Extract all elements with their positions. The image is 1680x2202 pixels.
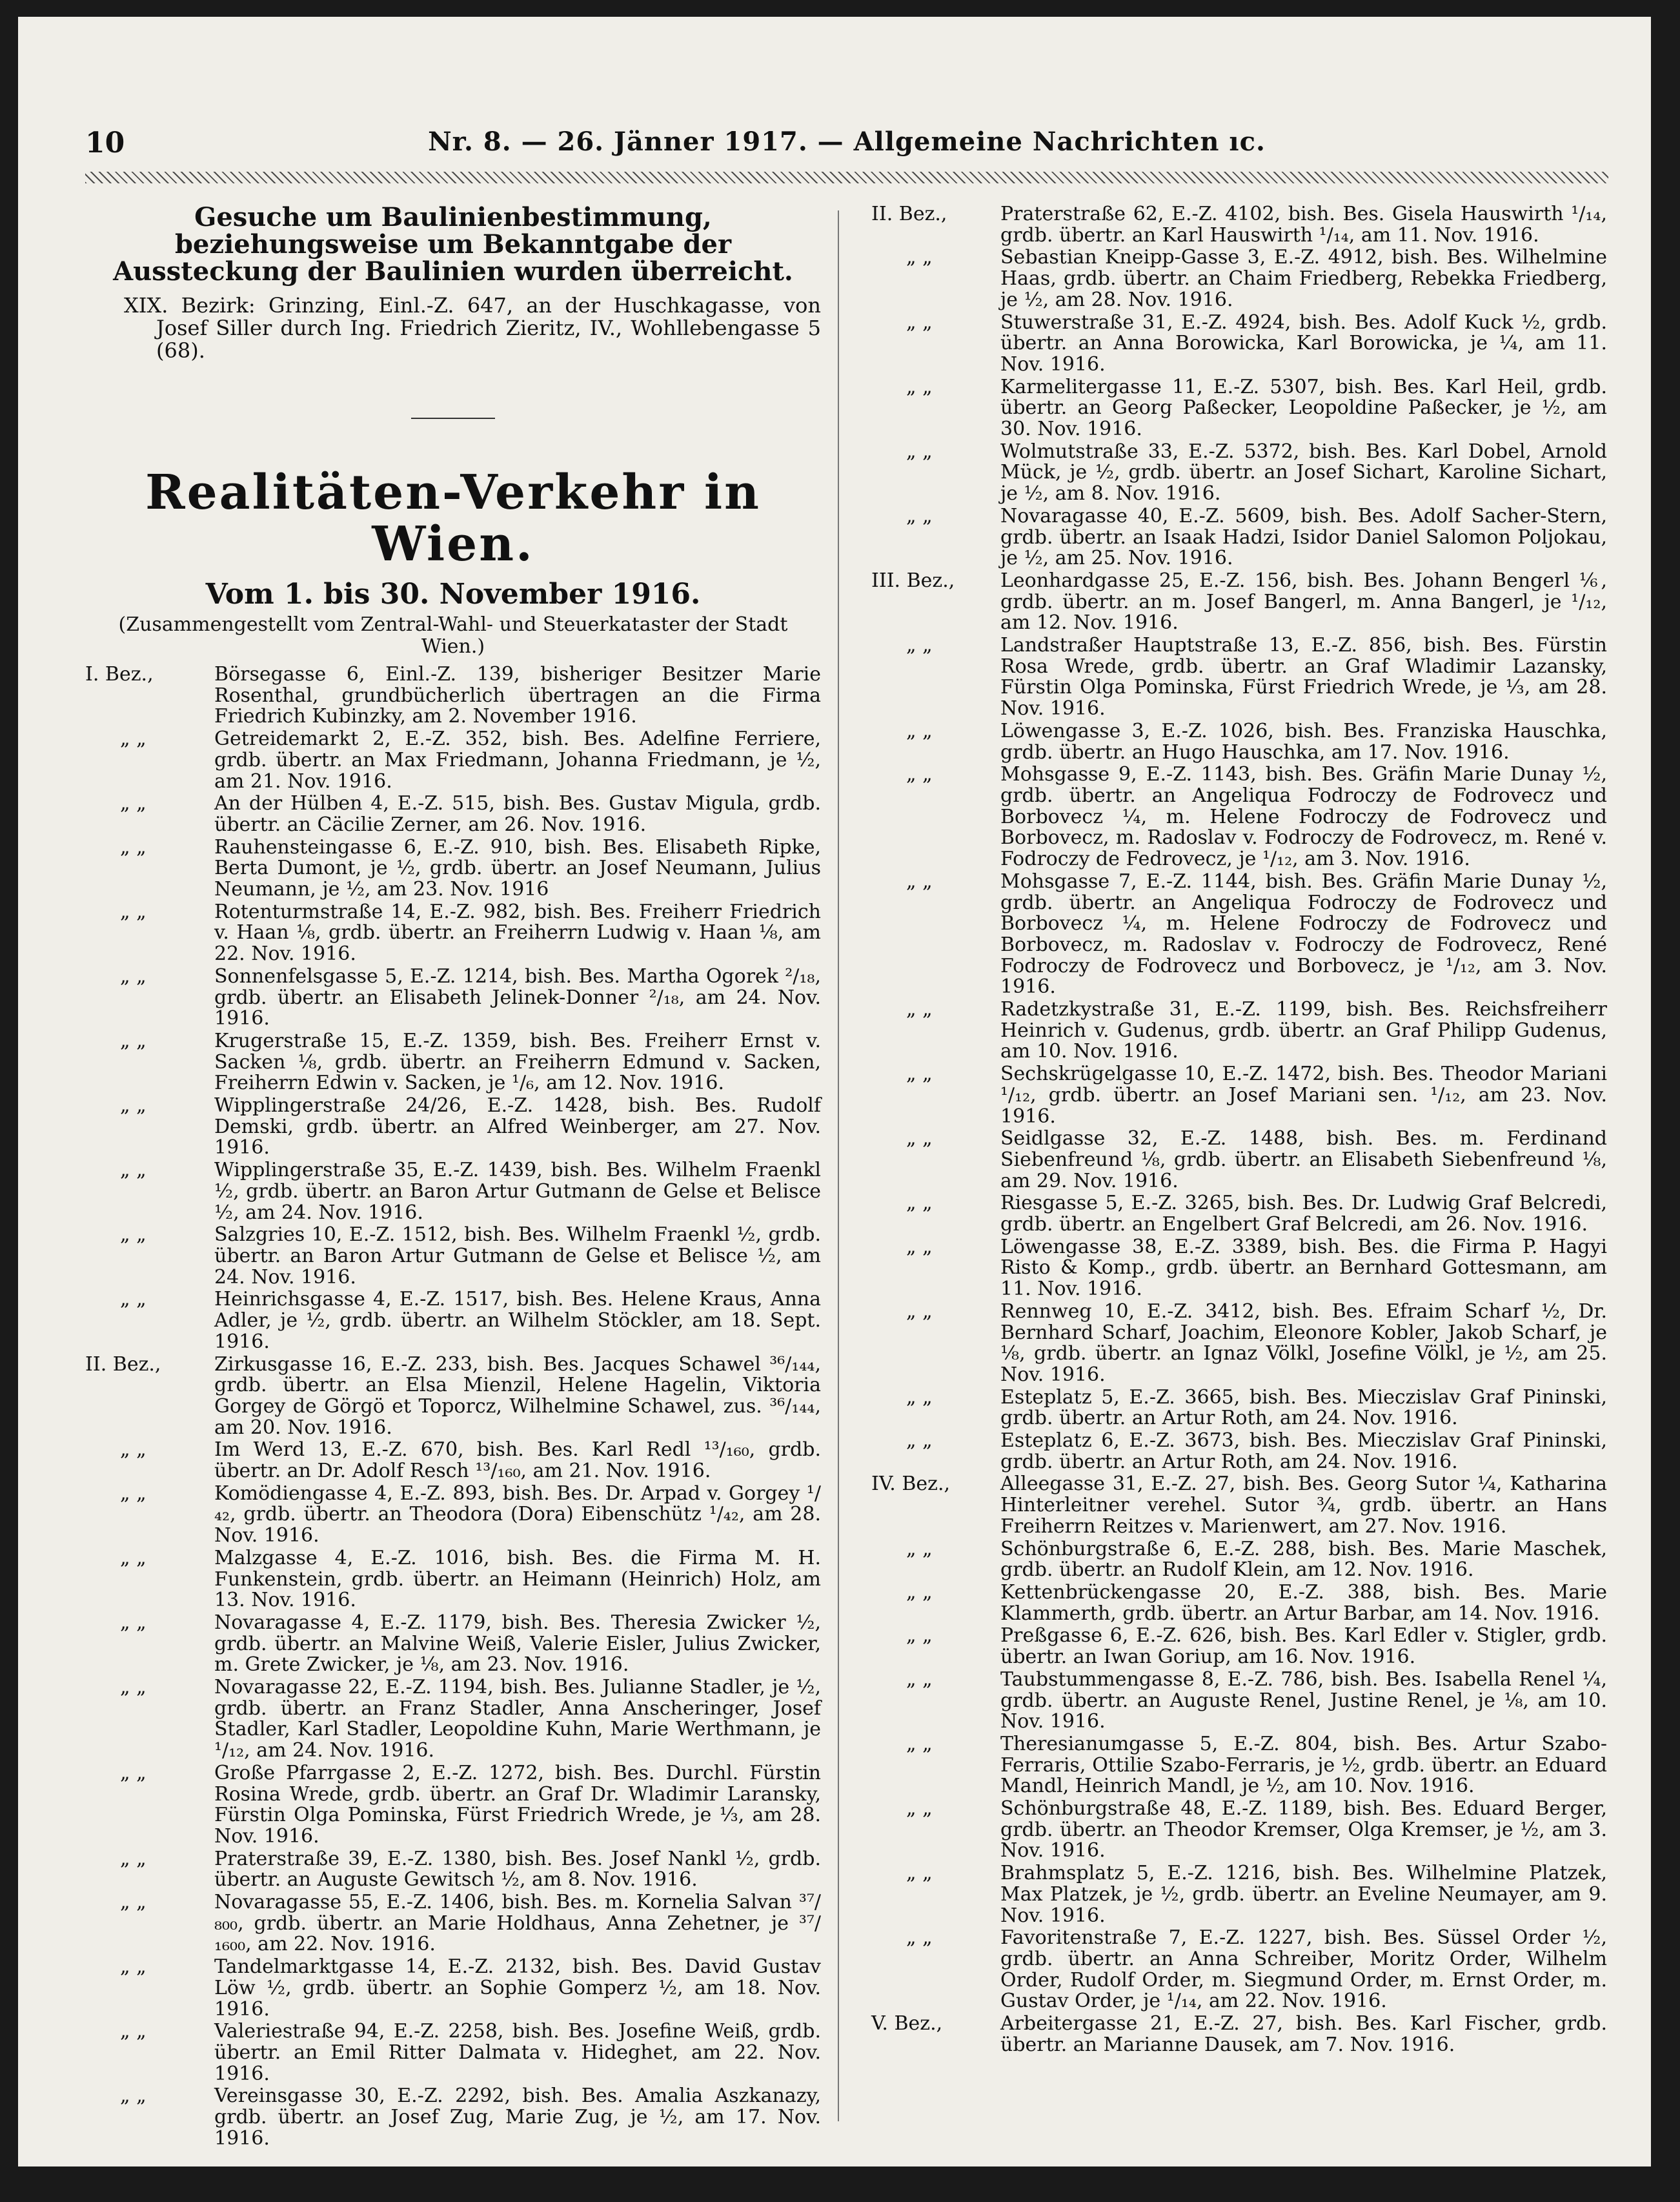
entry-district: „ „ (120, 1761, 147, 1784)
entry (85, 1677, 821, 1762)
entry-district: „ „ (120, 964, 147, 988)
entry-text: Karmelitergasse 11, E.-Z. 5307, bish. Bes. Karl Heil, grdb. übertr. an Georg Paßecker, Leopoldine Paßecker, je ½, am 30. Nov. 1916. (1000, 375, 1607, 441)
entry-text: Wolmutstraße 33, E.-Z. 5372, bish. Bes. Karl Dobel, Arnold Mück, je ½, grdb. übertr. an Josef Sichart, Karoline Sichart, je ½, am 8. Nov. 1916. (1000, 440, 1607, 505)
entry-text: Taubstummengasse 8, E.-Z. 786, bish. Bes. Isabella Renel ¼, grdb. übertr. an Auguste Renel, Justine Renel, je ⅛, am 10. Nov. 1916. (1000, 1667, 1607, 1733)
entry-text: Praterstraße 62, E.-Z. 4102, bish. Bes. Gisela Hauswirth ¹/₁₄, grdb. übertr. an Karl Hauswirth ¹/₁₄, am 11. Nov. 1916. (1000, 203, 1607, 247)
entry-text: Esteplatz 5, E.-Z. 3665, bish. Bes. Mieczislav Graf Pininski, grdb. übertr. an Artur Roth, am 24. Nov. 1916. (1000, 1385, 1607, 1430)
entry-text: Rotenturmstraße 14, E.-Z. 982, bish. Bes. Freiherr Friedrich v. Haan ⅛, grdb. übertr. an Freiherrn Ludwig v. Haan ⅛, am 22. Nov. 1916. (214, 900, 821, 966)
entry (85, 1225, 821, 1288)
entry-text: Brahmsplatz 5, E.-Z. 1216, bish. Bes. Wilhelmine Platzek, Max Platzek, je ½, grdb. übertr. an Eveline Neumayer, am 9. Nov. 1916. (1000, 1862, 1607, 1927)
entry-district: II. Bez., (85, 1352, 161, 1376)
entry-district: „ „ (906, 1385, 933, 1409)
entry-text: Stuwerstraße 31, E.-Z. 4924, bish. Bes. Adolf Kuck ½, grdb. übertr. an Anna Borowicka, Karl Borowicka, je ¼, am 11. Nov. 1916. (1000, 311, 1607, 376)
entry-text: Theresianumgasse 5, E.-Z. 804, bish. Bes. Artur Szabo-Ferraris, Ottilie Szabo-Ferraris, je ½, grdb. übertr. an Eduard Mandl, Heinrich Mandl, je ½, am 10. Nov. 1916. (1000, 1732, 1607, 1798)
entry-district: „ „ (906, 375, 933, 398)
section-note: (Zusammengestellt vom Zentral-Wahl- und Steuerkataster der Stadt Wien.) (118, 613, 788, 658)
entry-text: Favoritenstraße 7, E.-Z. 1227, bish. Bes. Süssel Order ½, grdb. übertr. an Anna Schreiber, Moritz Order, Wilhelm Order, Rudolf Order, m. Siegmund Order, m. Ernst Order, m. Gustav Order, je ¹/₁₄, am 22. Nov. 1916. (1000, 1926, 1607, 2013)
entry-district: „ „ (906, 998, 933, 1021)
entry-text: Löwengasse 3, E.-Z. 1026, bish. Bes. Franziska Hauschka, grdb. übertr. an Hugo Hauschka, am 17. Nov. 1916. (1000, 719, 1607, 764)
entry (871, 1474, 1607, 1537)
header-rule (85, 172, 1608, 183)
entry-district: „ „ (906, 1300, 933, 1323)
entry (85, 1849, 821, 1891)
entry-text: Landstraßer Hauptstraße 13, E.-Z. 856, bish. Bes. Fürstin Rosa Wrede, grdb. übertr. an Graf Wladimir Lazansky, Fürstin Olga Pominska, Fürst Friedrich Wrede, je ⅓, am 28. Nov. 1916. (1000, 634, 1607, 720)
entry (85, 1483, 821, 1547)
entry (871, 1237, 1607, 1300)
entry-district: „ „ (906, 1235, 933, 1258)
entry-text: Valeriestraße 94, E.-Z. 2258, bish. Bes. Josefine Weiß, grdb. übertr. an Emil Ritter Dalmata v. Hideghet, am 22. Nov. 1916. (214, 2020, 821, 2085)
entry (85, 1613, 821, 1676)
entry-district: „ „ (120, 2085, 147, 2108)
section-title: Realitäten-Verkehr in Wien. (145, 465, 761, 572)
entry-text: Heinrichsgasse 4, E.-Z. 1517, bish. Bes. Helene Kraus, Anna Adler, je ½, grdb. übertr. an Wilhelm Stöckler, am 18. Sept. 1916. (214, 1288, 821, 1353)
entries-right (871, 204, 1607, 2055)
entry (85, 1031, 821, 1094)
right-column (871, 204, 1607, 2057)
entry-district: „ „ (120, 1546, 147, 1569)
entry-district: II. Bez., (871, 203, 947, 225)
left-column (85, 204, 821, 2151)
entry (871, 1669, 1607, 1733)
entry-district: „ „ (906, 311, 933, 334)
entry-district: „ „ (906, 763, 933, 786)
entry-text: Radetzkystraße 31, E.-Z. 1199, bish. Bes. Reichsfreiherr Heinrich v. Gudenus, grdb. übertr. an Graf Philipp Gudenus, am 10. Nov. 1916. (1000, 998, 1607, 1063)
entry-text: Praterstraße 39, E.-Z. 1380, bish. Bes. Josef Nankl ½, grdb. übertr. an Auguste Gewitsch ½, am 8. Nov. 1916. (214, 1847, 821, 1891)
entry (85, 966, 821, 1030)
entry (871, 635, 1607, 720)
entry (85, 1548, 821, 1611)
entry (871, 1064, 1607, 1127)
entry-district: „ „ (906, 1192, 933, 1215)
entry-district: „ „ (906, 1537, 933, 1560)
entry-text: Wipplingerstraße 24/26, E.-Z. 1428, bish. Bes. Rudolf Demski, grdb. übertr. an Alfred Weinberger, am 27. Nov. 1916. (214, 1094, 821, 1159)
entry-text: Getreidemarkt 2, E.-Z. 352, bish. Bes. Adelfine Ferriere, grdb. übertr. an Max Friedmann, Johanna Friedmann, je ½, am 21. Nov. 1916. (214, 728, 821, 793)
entry (85, 902, 821, 965)
entry-district: „ „ (120, 1223, 147, 1247)
entry-text: Mohsgasse 7, E.-Z. 1144, bish. Bes. Gräfin Marie Dunay ½, grdb. übertr. an Angeliqua Fodroczy de Fodrovecz und Borbovecz ¼, m. Helene Fodroczy de Fodrovecz und Borbovecz, m. Radoslav v. Fodroczy de Fodrovecz, René Fodroczy de Fodrovecz und Borbovecz, je ¹/₁₂, am 3. Nov. 1916. (1000, 870, 1607, 999)
entry-district: „ „ (906, 1429, 933, 1453)
entry-text: Novaragasse 40, E.-Z. 5609, bish. Bes. Adolf Sacher-Stern, grdb. übertr. an Isaak Hadzi, Isidor Daniel Salomon Poljokau, je ½, am 25. Nov. 1916. (1000, 504, 1607, 570)
entry (871, 1387, 1607, 1429)
entry-district: „ „ (120, 1438, 147, 1462)
entry (871, 872, 1607, 998)
entry-text: Malzgasse 4, E.-Z. 1016, bish. Bes. die Firma M. H. Funkenstein, grdb. übertr. an Heimann (Heinrich) Holz, am 13. Nov. 1916. (214, 1546, 821, 1612)
entry (871, 204, 1607, 246)
entry (85, 837, 821, 901)
entry-text: Schönburgstraße 6, E.-Z. 288, bish. Bes. Marie Maschek, grdb. übertr. an Rudolf Klein, am 12. Nov. 1916. (1000, 1537, 1607, 1582)
entry (871, 1431, 1607, 1473)
entry-district: „ „ (906, 1624, 933, 1647)
entry (871, 1128, 1607, 1192)
entry-district: „ „ (120, 1288, 147, 1311)
entry-text: Große Pfarrgasse 2, E.-Z. 1272, bish. Bes. Durchl. Fürstin Rosina Wrede, grdb. übertr. an Graf Dr. Wladimir Laransky, Fürstin Olga Pominska, Fürst Friedrich Wrede, je ⅓, am 28. Nov. 1916. (214, 1761, 821, 1848)
entry (871, 312, 1607, 376)
entry-text: Arbeitergasse 21, E.-Z. 27, bish. Bes. Karl Fischer, grdb. übertr. an Marianne Dausek, am 7. Nov. 1916. (1000, 2012, 1607, 2056)
entry-district: „ „ (906, 1732, 933, 1755)
entry-district: „ „ (906, 719, 933, 742)
entry-district: „ „ (906, 1063, 933, 1086)
entry (85, 1892, 821, 1955)
running-head: Nr. 8. — 26. Jänner 1917. — Allgemeine Nachrichten ıc. (428, 127, 1266, 157)
entry (85, 1160, 821, 1223)
column-divider (838, 210, 839, 2121)
entry (85, 1957, 821, 2020)
entry-district: „ „ (906, 634, 933, 657)
page-number: 10 (85, 127, 125, 159)
entry (871, 377, 1607, 440)
newspaper-page (18, 17, 1651, 2166)
entry (871, 999, 1607, 1063)
entry (871, 1301, 1607, 1386)
entry-text: Vereinsgasse 30, E.-Z. 2292, bish. Bes. Amalia Aszkanazy, grdb. übertr. an Josef Zug, Marie Zug, je ½, am 17. Nov. 1916. (214, 2085, 821, 2150)
entry-district: „ „ (120, 1482, 147, 1505)
entry-district: „ „ (906, 1926, 933, 1950)
entry-district: „ „ (120, 1159, 147, 1182)
entry-district: „ „ (120, 728, 147, 751)
section-subtitle: Vom 1. bis 30. November 1916. (205, 578, 701, 611)
entry-text: Novaragasse 22, E.-Z. 1194, bish. Bes. Julianne Stadler, je ½, grdb. übertr. an Franz Stadler, Anna Anscheringer, Josef Stadler, Karl Stadler, Leopoldine Kuhn, Marie Werthmann, je ¹/₁₂, am 24. Nov. 1916. (214, 1676, 821, 1762)
entry (85, 2086, 821, 2149)
entry (871, 1626, 1607, 1667)
entry (85, 793, 821, 835)
entry-district: „ „ (906, 1862, 933, 1885)
entry-district: „ „ (120, 2020, 147, 2043)
entry-text: Mohsgasse 9, E.-Z. 1143, bish. Bes. Gräfin Marie Dunay ½, grdb. übertr. an Angeliqua Fodroczy de Fodrovecz und Borbovecz ¼, m. Helene Fodroczy de Fodrovecz und Borbovecz, m. Radoslav v. Fodroczy de Fodrovecz, m. René v. Fodroczy de Fedrovecz, je ¹/₁₂, am 3. Nov. 1916. (1000, 763, 1607, 871)
entry-text: Zirkusgasse 16, E.-Z. 233, bish. Bes. Jacques Schawel ³⁶/₁₄₄, grdb. übertr. an Elsa Mienzil, Helene Hagelin, Viktoria Gorgey de Görgö et Toporcz, Wilhelmine Schawel, zus. ³⁶/₁₄₄, am 20. Nov. 1916. (214, 1352, 821, 1439)
entry-text: Wipplingerstraße 35, E.-Z. 1439, bish. Bes. Wilhelm Fraenkl ½, grdb. übertr. an Baron Artur Gutmann de Gelse et Belisce ½, am 24. Nov. 1916. (214, 1159, 821, 1224)
entry (871, 764, 1607, 870)
entry-district: „ „ (120, 1847, 147, 1870)
entry-text: Börsegasse 6, Einl.-Z. 139, bisheriger Besitzer Marie Rosenthal, grundbücherlich übertragen an die Firma Friedrich Kubinzky, am 2. November 1916. (214, 663, 821, 728)
entry (871, 1539, 1607, 1581)
entry-text: Komödiengasse 4, E.-Z. 893, bish. Bes. Dr. Arpad v. Gorgey ¹/₄₂, grdb. übertr. an Theodora (Dora) Eibenschütz ¹/₄₂, am 28. Nov. 1916. (214, 1482, 821, 1547)
entry (85, 1289, 821, 1352)
entry-district: IV. Bez., (871, 1473, 951, 1496)
entry-text: Rauhensteingasse 6, E.-Z. 910, bish. Bes. Elisabeth Ripke, Berta Dumont, je ½, grdb. übertr. an Josef Neumann, Julius Neumann, je ½, am 23. Nov. 1916 (214, 835, 821, 901)
entry-text: Schönburgstraße 48, E.-Z. 1189, bish. Bes. Eduard Berger, grdb. übertr. an Theodor Kremser, Olga Kremser, je ½, am 3. Nov. 1916. (1000, 1797, 1607, 1862)
entry-text: An der Hülben 4, E.-Z. 515, bish. Bes. Gustav Migula, grdb. übertr. an Cäcilie Zerner, am 26. Nov. 1916. (214, 792, 821, 836)
entry (871, 1193, 1607, 1235)
entries-left (85, 664, 821, 2150)
entry-district: „ „ (120, 1676, 147, 1699)
entry (85, 1096, 821, 1159)
entry (85, 729, 821, 792)
entry-district: „ „ (120, 1029, 147, 1052)
entry-district: V. Bez., (871, 2012, 943, 2035)
entry-district: „ „ (120, 1891, 147, 1914)
entry-district: „ „ (120, 1611, 147, 1634)
entry (85, 1354, 821, 1439)
entry-text: Leonhardgasse 25, E.-Z. 156, bish. Bes. Johann Bengerl ⅙, grdb. übertr. an m. Josef Bangerl, m. Anna Bangerl, je ¹/₁₂, am 12. Nov. 1916. (1000, 569, 1607, 635)
entry-district: „ „ (120, 792, 147, 815)
entry-text: Im Werd 13, E.-Z. 670, bish. Bes. Karl Redl ¹³/₁₆₀, grdb. übertr. an Dr. Adolf Resch ¹³/₁₆₀, am 21. Nov. 1916. (214, 1438, 821, 1483)
entry (871, 1734, 1607, 1797)
entry (871, 1863, 1607, 1926)
entry-text: Seidlgasse 32, E.-Z. 1488, bish. Bes. m. Ferdinand Siebenfreund ⅛, grdb. übertr. an Elisabeth Siebenfreund ⅛, am 29. Nov. 1916. (1000, 1127, 1607, 1192)
entry-district: III. Bez., (871, 569, 955, 592)
entry-text: Sonnenfelsgasse 5, E.-Z. 1214, bish. Bes. Martha Ogorek ²/₁₈, grdb. übertr. an Elisabeth Jelinek-Donner ²/₁₈, am 24. Nov. 1916. (214, 964, 821, 1030)
entry-district: „ „ (906, 1797, 933, 1820)
entry-district: „ „ (906, 870, 933, 893)
page-header (85, 127, 1608, 172)
entry-district: „ „ (120, 1094, 147, 1117)
entry (871, 506, 1607, 569)
entry (85, 1763, 821, 1848)
entry-text: Tandelmarktgasse 14, E.-Z. 2132, bish. Bes. David Gustav Löw ½, grdb. übertr. an Sophie Gomperz ½, am 18. Nov. 1916. (214, 1955, 821, 2021)
section-separator (411, 418, 495, 419)
entry-text: Sebastian Kneipp-Gasse 3, E.-Z. 4912, bish. Bes. Wilhelmine Haas, grdb. übertr. an Chaim Friedberg, Rebekka Friedberg, je ½, am 28. Nov. 1916. (1000, 246, 1607, 311)
entry-text: Rennweg 10, E.-Z. 3412, bish. Bes. Efraim Scharf ½, Dr. Bernhard Scharf, Joachim, Eleonore Kobler, Jakob Scharf, je ⅛, grdb. übertr. an Ignaz Völkl, Josefine Völkl, je ½, am 25. Nov. 1916. (1000, 1300, 1607, 1386)
entry-district: „ „ (906, 504, 933, 527)
entry-district: „ „ (120, 1955, 147, 1979)
entry-text: Krugerstraße 15, E.-Z. 1359, bish. Bes. Freiherr Ernst v. Sacken ⅛, grdb. übertr. an Freiherrn Edmund v. Sacken, Freiherrn Edwin v. Sacken, je ¹/₆, am 12. Nov. 1916. (214, 1029, 821, 1095)
entry-district: „ „ (906, 1667, 933, 1691)
entry-text: Riesgasse 5, E.-Z. 3265, bish. Bes. Dr. Ludwig Graf Belcredi, grdb. übertr. an Engelbert Graf Belcredi, am 26. Nov. 1916. (1000, 1192, 1607, 1236)
entry-district: „ „ (906, 246, 933, 269)
notice-title: Gesuche um Baulinienbestimmung, beziehungsweise um Bekanntgabe der Aussteckung der Baulinien wurden überreicht. (113, 202, 793, 287)
entry (871, 442, 1607, 505)
entry (871, 2013, 1607, 2055)
entry-text: Alleegasse 31, E.-Z. 27, bish. Bes. Georg Sutor ¼, Katharina Hinterleitner verehel. Sutor ¾, grdb. übertr. an Hans Freiherrn Reitzes v. Marienwert, am 27. Nov. 1916. (1000, 1473, 1607, 1538)
entry-text: Sechskrügelgasse 10, E.-Z. 1472, bish. Bes. Theodor Mariani ¹/₁₂, grdb. übertr. an Josef Mariani sen. ¹/₁₂, am 23. Nov. 1916. (1000, 1063, 1607, 1128)
entry (871, 1928, 1607, 2012)
entry-text: Esteplatz 6, E.-Z. 3673, bish. Bes. Mieczislav Graf Pininski, grdb. übertr. an Artur Roth, am 24. Nov. 1916. (1000, 1429, 1607, 1473)
entry (871, 571, 1607, 634)
entry (85, 2021, 821, 2085)
entry-text: Novaragasse 55, E.-Z. 1406, bish. Bes. m. Kornelia Salvan ³⁷/₈₀₀, grdb. übertr. an Marie Holdhaus, Anna Zehetner, je ³⁷/₁₆₀₀, am 22. Nov. 1916. (214, 1891, 821, 1956)
entry-text: Löwengasse 38, E.-Z. 3389, bish. Bes. die Firma P. Hagyi Risto & Komp., grdb. übertr. an Bernhard Gottesmann, am 11. Nov. 1916. (1000, 1235, 1607, 1301)
entry-district: „ „ (120, 835, 147, 859)
entry-text: Kettenbrückengasse 20, E.-Z. 388, bish. Bes. Marie Klammerth, grdb. übertr. an Artur Barbar, am 14. Nov. 1916. (1000, 1581, 1607, 1625)
entry (871, 247, 1607, 311)
entry (85, 664, 821, 728)
entry-district: „ „ (120, 900, 147, 923)
entry-text: Preßgasse 6, E.-Z. 626, bish. Bes. Karl Edler v. Stigler, grdb. übertr. an Iwan Goriup, am 16. Nov. 1916. (1000, 1624, 1607, 1669)
entry-text: Salzgries 10, E.-Z. 1512, bish. Bes. Wilhelm Fraenkl ½, grdb. übertr. an Baron Artur Gutmann de Gelse et Belisce ½, am 24. Nov. 1916. (214, 1223, 821, 1289)
notice-body: XIX. Bezirk: Grinzing, Einl.-Z. 647, an der Huschkagasse, von Josef Siller durch Ing. Friedrich Zieritz, IV., Wohllebengasse 5 (68). (124, 293, 821, 363)
entry (85, 1440, 821, 1482)
entry-district: I. Bez., (85, 663, 154, 686)
entry (871, 721, 1607, 763)
entry-text: Novaragasse 4, E.-Z. 1179, bish. Bes. Theresia Zwicker ½, grdb. übertr. an Malvine Weiß, Valerie Eisler, Julius Zwicker, m. Grete Zwicker, je ⅛, am 23. Nov. 1916. (214, 1611, 821, 1677)
entry (871, 1582, 1607, 1624)
entry-district: „ „ (906, 1581, 933, 1604)
entry-district: „ „ (906, 1127, 933, 1150)
entry-district: „ „ (906, 440, 933, 463)
entry (871, 1799, 1607, 1862)
